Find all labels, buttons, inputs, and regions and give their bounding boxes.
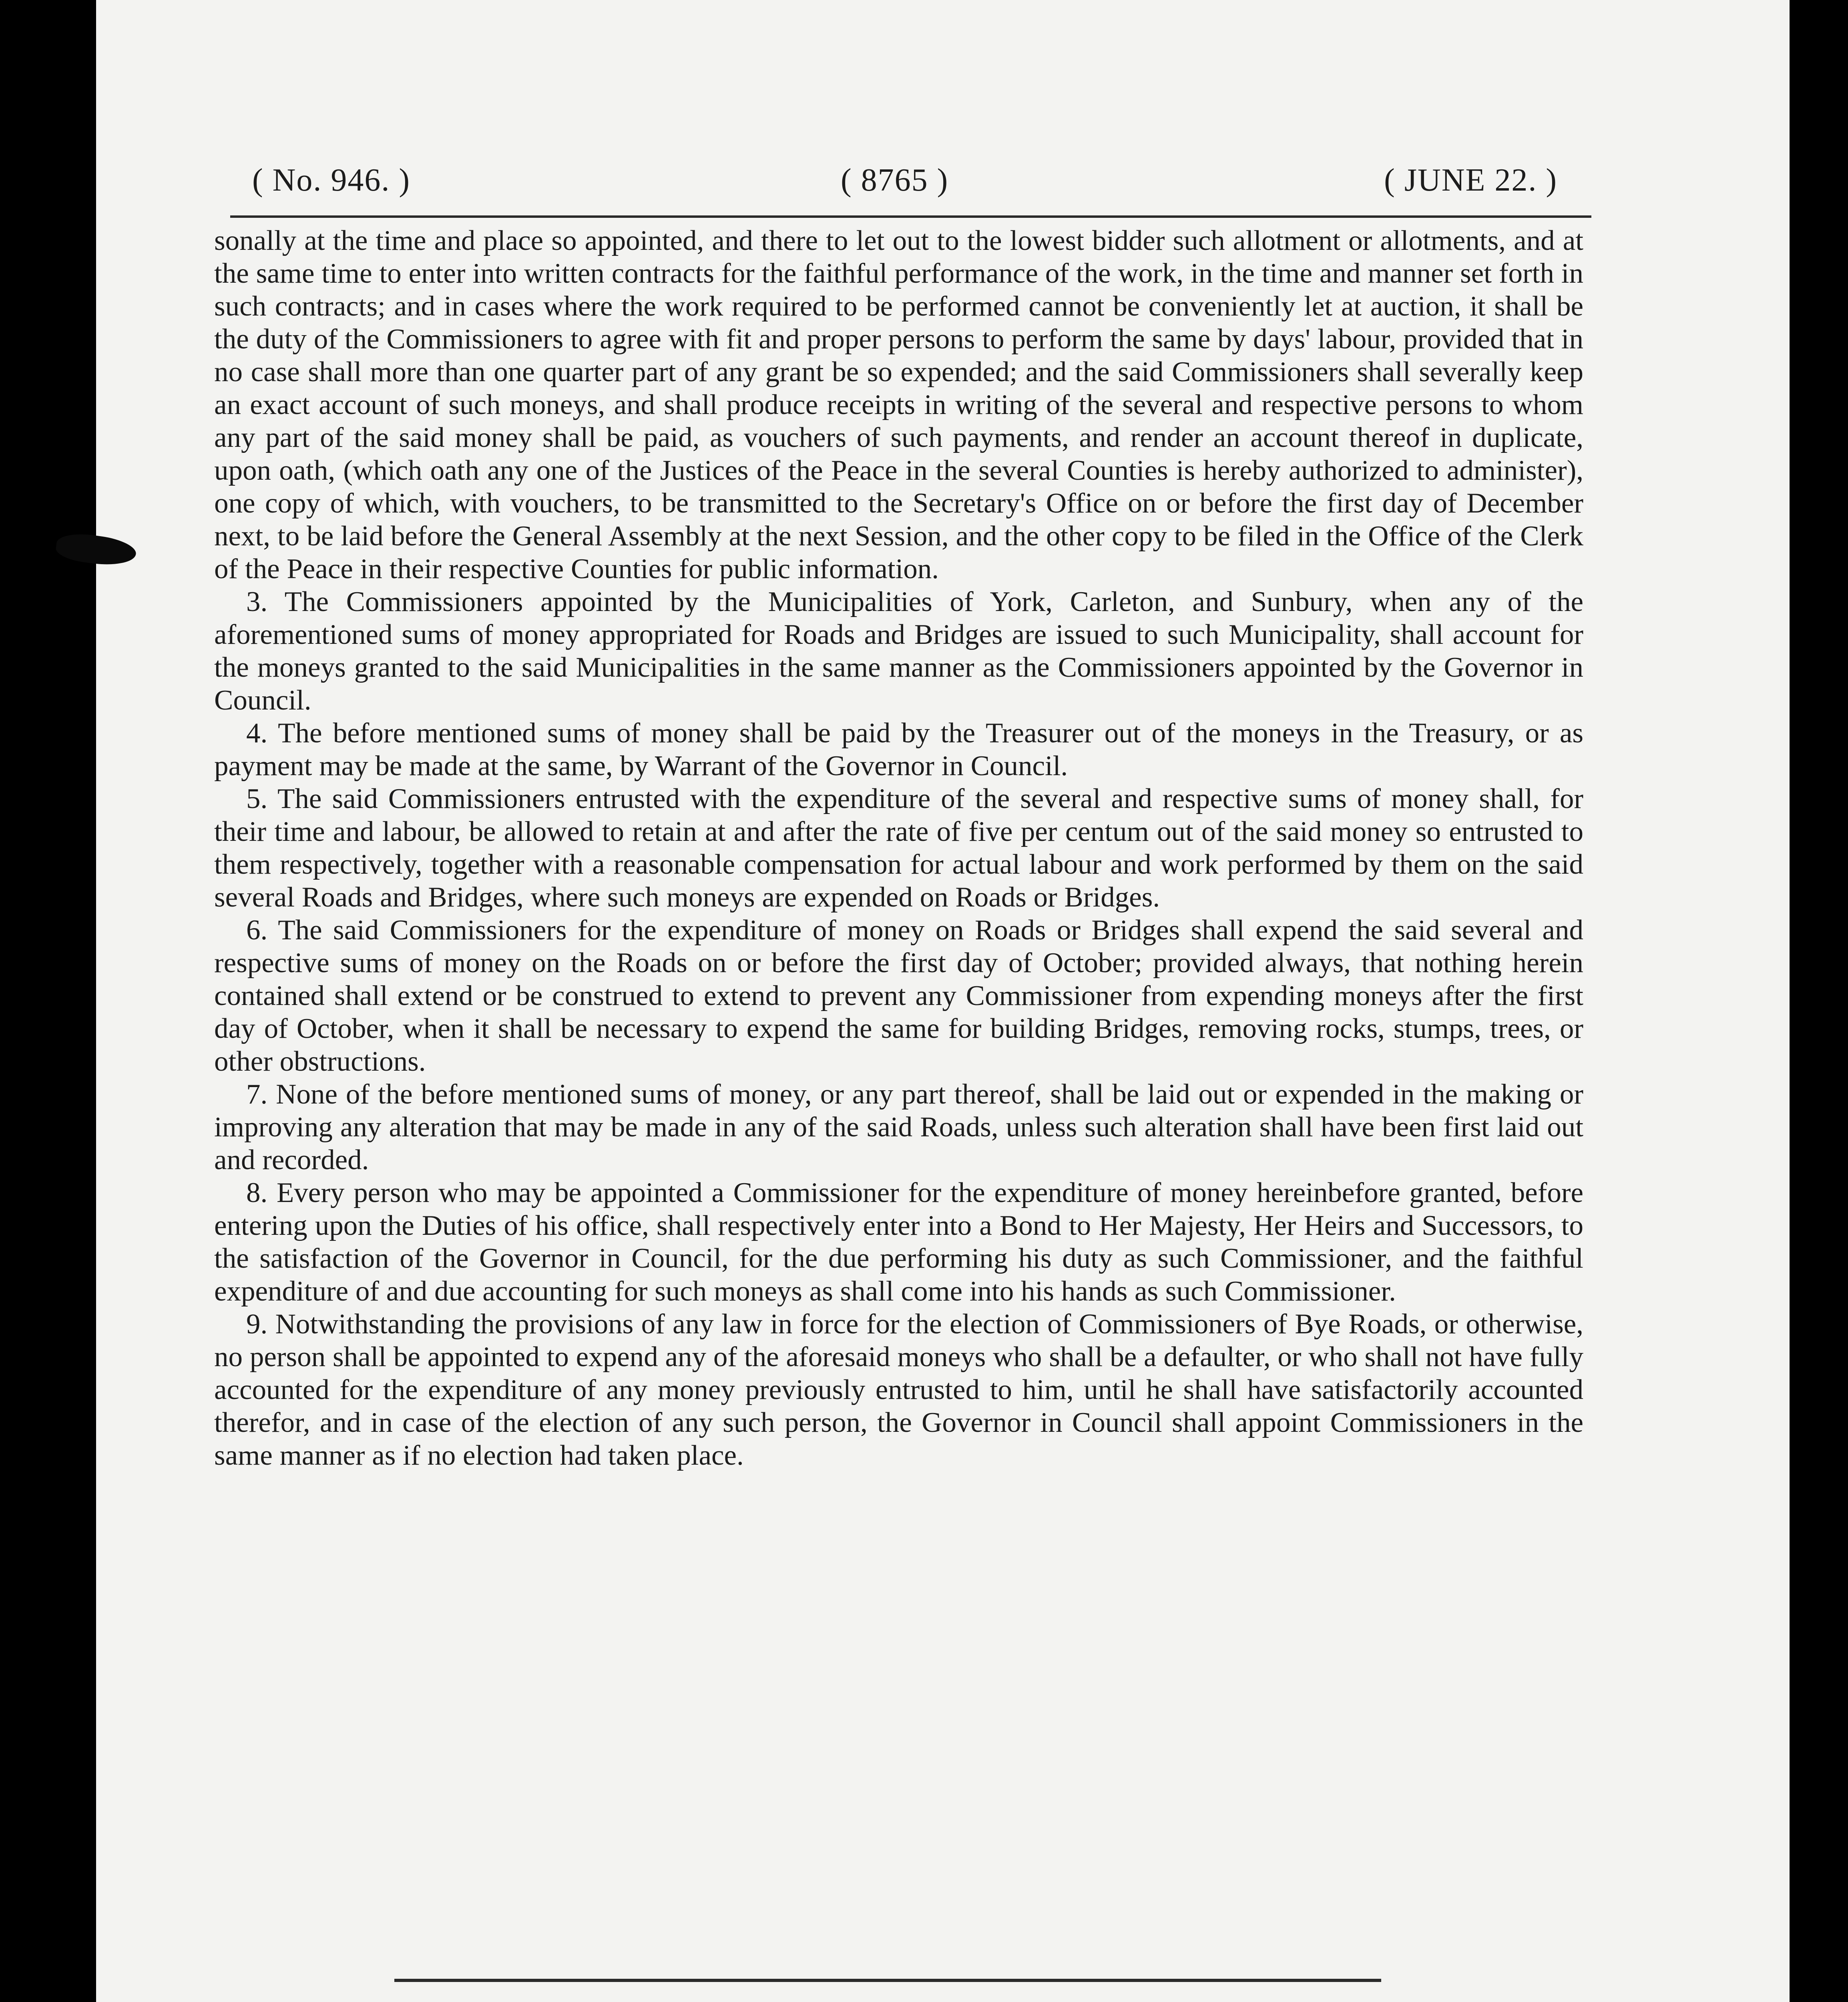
section-8: 8. Every person who may be appointed a Commissioner for the expenditure of money hereinbefore granted, before entering upon the Duties of his office, shall respectively enter into a Bond to Her Majesty, Her Heirs and Successors, to the satisfaction of the Governor in Council, for the due performing his duty as such Commissioner, and the faithful expenditure of and due accounting for such moneys as shall come into his hands as such Commissioner. xyxy=(214,1177,1583,1307)
section-4: 4. The before mentioned sums of money shall be paid by the Treasurer out of the moneys in the Treasury, or as payment may be made at the same, by Warrant of the Governor in Council. xyxy=(214,718,1583,782)
page-number: ( 8765 ) xyxy=(841,163,949,198)
section-9: 9. Notwithstanding the provisions of any law in force for the election of Commissioners of Bye Roads, or otherwise, no person shall be appointed to expend any of the aforesaid moneys who shall be a defaulter, or who shall not have fully accounted for the expenditure of any money previously entrusted to him, until he shall have satisfactorily accounted therefor, and in case of the election of any such person, the Governor in Council shall appoint Commissioners in the same manner as if no election had taken place. xyxy=(214,1309,1583,1471)
header-rule xyxy=(230,215,1591,218)
header-date: ( JUNE 22. ) xyxy=(1384,163,1557,198)
document-number: ( No. 946. ) xyxy=(252,163,411,198)
section-7: 7. None of the before mentioned sums of money, or any part thereof, shall be laid out or expended in the making or improving any alteration that may be made in any of the said Roads, unless such alteration shall have been first laid out and recorded. xyxy=(214,1079,1583,1176)
section-5: 5. The said Commissioners entrusted with the expenditure of the several and respective sums of money shall, for their time and labour, be allowed to retain at and after the rate of five per centum out of the said money so entrusted to them respectively, together with a reasonable compensation for actual labour and work performed by them on the said several Roads and Bridges, where such moneys are expended on Roads or Bridges. xyxy=(214,783,1583,913)
document-body xyxy=(214,224,1583,1472)
footer-rule xyxy=(394,1979,1381,1982)
page-header xyxy=(252,150,1557,210)
continuation-paragraph: sonally at the time and place so appointed, and there to let out to the lowest bidder such allotment or allotments, and at the same time to enter into written contracts for the faithful performance of the work, in the time and manner set forth in such contracts; and in cases where the work required to be performed cannot be conveniently let at auction, it shall be the duty of the Commissioners to agree with fit and proper persons to perform the same by days' labour, provided that in no case shall more than one quarter part of any grant be so expended; and the said Commissioners shall severally keep an exact account of such moneys, and shall produce receipts in writing of the several and respective persons to whom any part of the said money shall be paid, as vouchers of such payments, and render an account thereof in duplicate, upon oath, (which oath any one of the Justices of the Peace in the several Counties is hereby authorized to administer), one copy of which, with vouchers, to be transmitted to the Secretary's Office on or before the first day of December next, to be laid before the General Assembly at the next Session, and the other copy to be filed in the Office of the Clerk of the Peace in their respective Counties for public information. xyxy=(214,225,1583,585)
section-3: 3. The Commissioners appointed by the Municipalities of York, Carleton, and Sunbury, when any of the aforementioned sums of money appropriated for Roads and Bridges are issued to such Municipality, shall account for the moneys granted to the said Municipalities in the same manner as the Commissioners appointed by the Governor in Council. xyxy=(214,586,1583,716)
section-6: 6. The said Commissioners for the expenditure of money on Roads or Bridges shall expend the said several and respective sums of money on the Roads on or before the first day of October; provided always, that nothing herein contained shall extend or be construed to extend to prevent any Commissioner from expending moneys after the first day of October, when it shall be necessary to expend the same for building Bridges, removing rocks, stumps, trees, or other obstructions. xyxy=(214,915,1583,1077)
